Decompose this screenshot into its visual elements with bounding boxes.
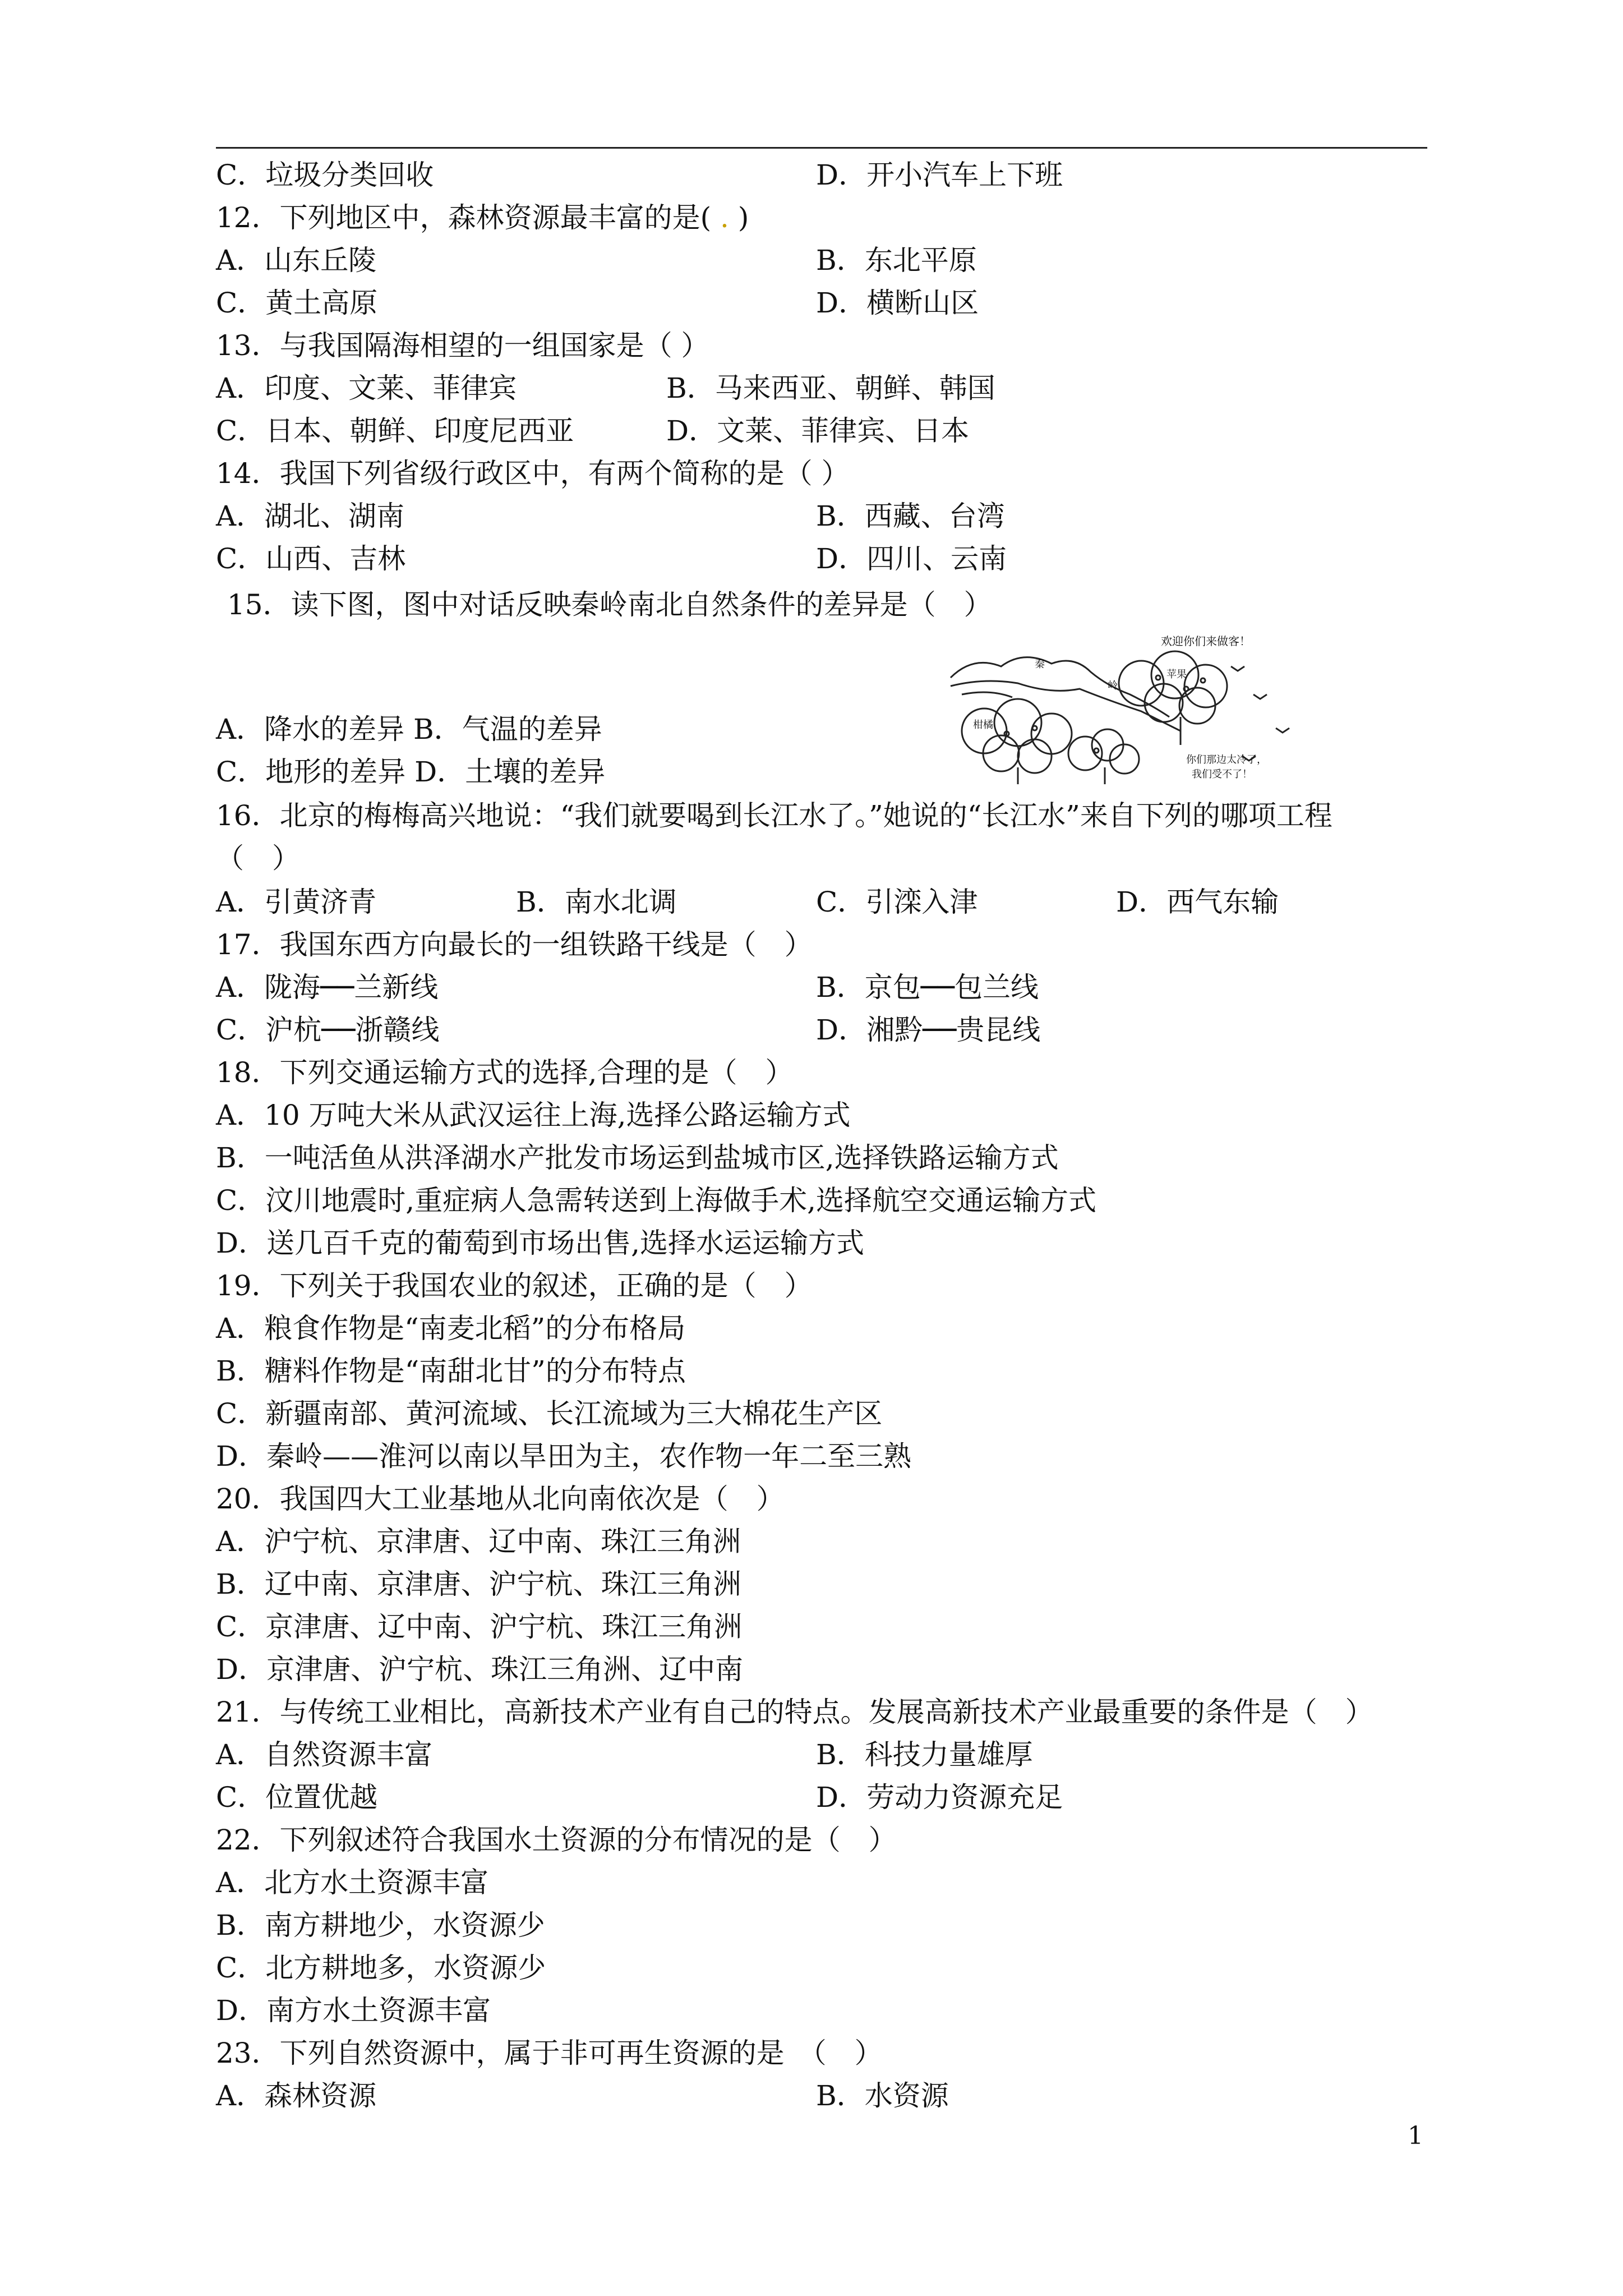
q16-option-a: A．引黄济青 bbox=[216, 886, 377, 918]
q17-option-a: A．陇海──兰新线 bbox=[216, 971, 439, 1004]
q20-stem: 20．我国四大工业基地从北向南依次是（ ） bbox=[216, 1483, 785, 1515]
q17-option-b: B．京包──包兰线 bbox=[816, 971, 1039, 1004]
q22-option-d: D．南方水土资源丰富 bbox=[216, 1994, 491, 2027]
q21-stem: 21．与传统工业相比，高新技术产业有自己的特点。发展高新技术产业最重要的条件是（ ） bbox=[216, 1696, 1373, 1728]
q14-option-b: B．西藏、台湾 bbox=[816, 500, 1005, 532]
q15-options-ab: A．降水的差异 B．气温的差异 bbox=[216, 713, 602, 746]
q20-option-c: C．京津唐、辽中南、沪宁杭、珠江三角洲 bbox=[216, 1611, 743, 1643]
q12-option-c: C．黄土高原 bbox=[216, 287, 378, 319]
q23-stem: 23．下列自然资源中，属于非可再生资源的是 （ ） bbox=[216, 2037, 883, 2069]
q11-option-d: D．开小汽车上下班 bbox=[816, 159, 1063, 191]
figure-qin-label: 秦 bbox=[1035, 659, 1045, 670]
q20-option-b: B．辽中南、京津唐、沪宁杭、珠江三角洲 bbox=[216, 1568, 741, 1600]
q13-stem: 13．与我国隔海相望的一组国家是（ ） bbox=[216, 329, 709, 362]
q13-option-c: C．日本、朝鲜、印度尼西亚 bbox=[216, 415, 574, 447]
q19-option-d: D．秦岭——淮河以南以旱田为主，农作物一年二至三熟 bbox=[216, 1440, 912, 1473]
q20-option-d: D．京津唐、沪宁杭、珠江三角洲、辽中南 bbox=[216, 1653, 744, 1686]
q12-stem: 12．下列地区中，森林资源最丰富的是( . ) bbox=[216, 201, 749, 234]
page-number: 1 bbox=[1408, 2122, 1423, 2150]
q19-option-c: C．新疆南部、黄河流域、长江流域为三大棉花生产区 bbox=[216, 1397, 883, 1430]
figure-apple-label: 苹果 bbox=[1166, 669, 1187, 680]
q22-stem: 22．下列叙述符合我国水土资源的分布情况的是（ ） bbox=[216, 1824, 897, 1856]
figure-orange-label: 柑橘 bbox=[973, 719, 993, 731]
q12-option-b: B．东北平原 bbox=[816, 244, 977, 277]
q19-option-b: B．糖料作物是“南甜北甘”的分布特点 bbox=[216, 1355, 686, 1387]
q19-option-a: A．粮食作物是“南麦北稻”的分布格局 bbox=[216, 1312, 686, 1345]
q18-option-c: C．汶川地震时,重症病人急需转送到上海做手术,选择航空交通运输方式 bbox=[216, 1184, 1097, 1217]
figure-top-text: 欢迎你们来做客！ bbox=[1161, 634, 1251, 648]
figure-bottom-text-1: 你们那边太冷了， bbox=[1186, 754, 1267, 766]
q15-options-cd: C．地形的差异 D．土壤的差异 bbox=[216, 756, 606, 788]
figure-bottom-text-2: 我们受不了！ bbox=[1192, 769, 1252, 780]
q11-option-c: C．垃圾分类回收 bbox=[216, 159, 434, 191]
q13-option-d: D．文莱、菲律宾、日本 bbox=[666, 415, 970, 447]
q22-option-c: C．北方耕地多，水资源少 bbox=[216, 1952, 546, 1984]
q16-option-d: D．西气东输 bbox=[1116, 886, 1279, 918]
q19-stem: 19．下列关于我国农业的叙述，正确的是（ ） bbox=[216, 1269, 813, 1302]
q17-option-d: D．湘黔──贵昆线 bbox=[816, 1014, 1041, 1046]
q21-option-d: D．劳动力资源充足 bbox=[816, 1781, 1063, 1814]
q23-option-b: B．水资源 bbox=[816, 2079, 949, 2112]
q18-option-b: B．一吨活鱼从洪泽湖水产批发市场运到盐城市区,选择铁路运输方式 bbox=[216, 1142, 1059, 1174]
q13-option-a: A．印度、文莱、菲律宾 bbox=[216, 372, 517, 404]
q21-option-b: B．科技力量雄厚 bbox=[816, 1738, 1033, 1771]
q23-option-a: A．森林资源 bbox=[216, 2079, 377, 2112]
q17-stem: 17．我国东西方向最长的一组铁路干线是（ ） bbox=[216, 928, 813, 961]
q22-option-b: B．南方耕地少，水资源少 bbox=[216, 1909, 545, 1941]
q14-option-d: D．四川、云南 bbox=[816, 542, 1007, 575]
q17-option-c: C．沪杭──浙赣线 bbox=[216, 1014, 440, 1046]
qinling-dialogue-figure bbox=[939, 633, 1321, 785]
figure-ling-label: 岭 bbox=[1108, 680, 1118, 692]
q13-option-b: B．马来西亚、朝鲜、韩国 bbox=[666, 372, 995, 404]
q16-paren: （ ） bbox=[216, 842, 300, 875]
q16-option-b: B．南水北调 bbox=[516, 886, 677, 918]
q21-option-a: A．自然资源丰富 bbox=[216, 1738, 433, 1771]
q16-option-c: C．引滦入津 bbox=[816, 886, 978, 918]
q14-option-c: C．山西、吉林 bbox=[216, 542, 406, 575]
header-rule bbox=[216, 147, 1427, 149]
q12-option-a: A．山东丘陵 bbox=[216, 244, 377, 277]
q18-stem: 18．下列交通运输方式的选择,合理的是（ ） bbox=[216, 1056, 794, 1089]
q14-stem: 14．我国下列省级行政区中，有两个简称的是（ ） bbox=[216, 457, 850, 490]
q18-option-a: A．10 万吨大米从武汉运往上海,选择公路运输方式 bbox=[216, 1099, 851, 1131]
q22-option-a: A．北方水土资源丰富 bbox=[216, 1866, 489, 1899]
q20-option-a: A．沪宁杭、京津唐、辽中南、珠江三角洲 bbox=[216, 1525, 741, 1558]
q18-option-d: D．送几百千克的葡萄到市场出售,选择水运运输方式 bbox=[216, 1227, 864, 1259]
q15-stem: 15．读下图，图中对话反映秦岭南北自然条件的差异是（ ） bbox=[227, 588, 992, 621]
q12-option-d: D．横断山区 bbox=[816, 287, 979, 319]
q21-option-c: C．位置优越 bbox=[216, 1781, 378, 1814]
q16-stem: 16．北京的梅梅高兴地说：“我们就要喝到长江水了。”她说的“长江水”来自下列的哪项工程 bbox=[216, 799, 1332, 832]
q14-option-a: A．湖北、湖南 bbox=[216, 500, 405, 532]
